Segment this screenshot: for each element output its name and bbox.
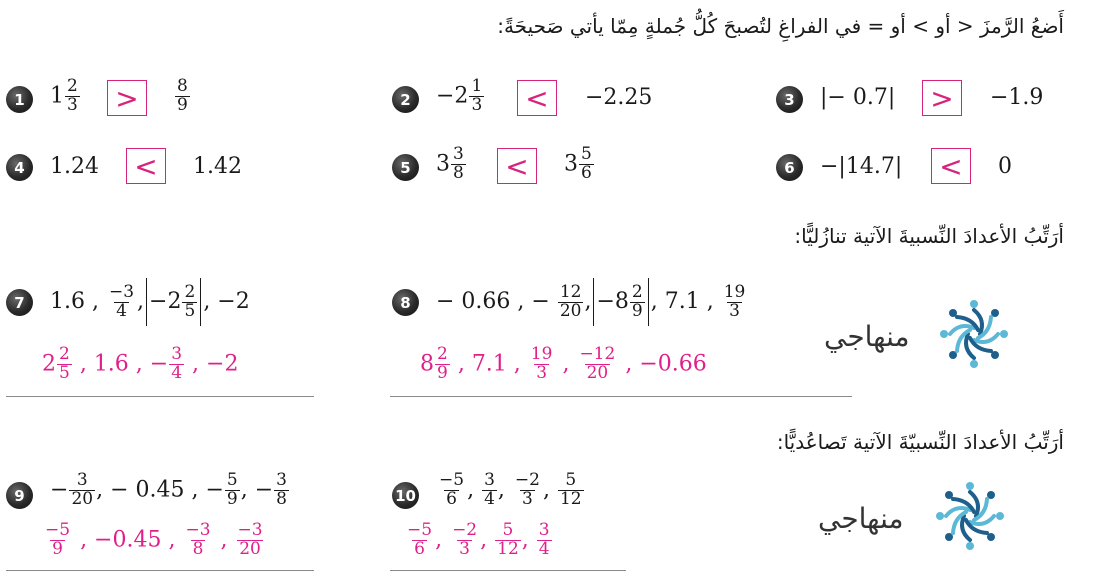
problem-number-8: 8 xyxy=(392,289,419,316)
p10-fraction-c xyxy=(513,472,542,509)
p7-fraction-c xyxy=(182,281,197,321)
instruction-ascending: أرَتِّبُ الأعدادَ النِّسبيّةَ الآتية تَصاعُديًّا: xyxy=(776,430,1064,454)
p9-b-den: 9 xyxy=(226,488,238,509)
p9-fraction-b xyxy=(225,472,240,509)
p7-answer-line xyxy=(6,396,314,397)
p1-right-num: 8 xyxy=(177,76,188,96)
p8-abs-left-bar xyxy=(593,278,594,326)
p7-term-a: 1.6 , xyxy=(50,289,99,314)
p9-answer-line xyxy=(6,570,314,571)
p9-c-num: 3 xyxy=(276,470,287,490)
p7-c-whole: −2 xyxy=(149,289,182,314)
p7-ans-a-num: 2 xyxy=(59,344,70,364)
p8-c-num: 2 xyxy=(631,281,643,302)
p5-left-num: 3 xyxy=(453,144,464,164)
p7-ans-frac-b xyxy=(169,346,184,383)
p9-sign: − xyxy=(50,477,69,503)
problem-2-right: −2.25 xyxy=(585,85,653,110)
p10-b-den: 4 xyxy=(484,488,495,509)
p7-ans-middle: , 1.6 , − xyxy=(79,351,169,377)
p10-ans-frac-b xyxy=(450,522,479,559)
p7-b-num: −3 xyxy=(108,281,135,302)
p9-comma: , − xyxy=(240,477,274,503)
problem-number-7: 7 xyxy=(6,289,33,316)
problem-number-1: 1 xyxy=(6,86,33,113)
problem-7-answer xyxy=(42,346,238,383)
p10-ans-d-den: 4 xyxy=(538,538,550,559)
logo-text-bottom: منهاجي xyxy=(818,502,904,535)
p10-d-den: 12 xyxy=(559,488,582,509)
p9-ans-c-num: −3 xyxy=(237,520,263,540)
p8-ans-b-num: 19 xyxy=(530,344,553,364)
p8-ans-a-den: 9 xyxy=(437,362,448,383)
problem-5-left xyxy=(436,146,467,183)
p7-tail: , −2 xyxy=(203,289,250,314)
instruction-descending: أرَتِّبُ الأعدادَ النِّسبيةَ الآتية تنازُليًّا: xyxy=(794,224,1064,248)
p10-ans-frac-c xyxy=(495,522,521,559)
p1-frac-num: 2 xyxy=(67,76,78,96)
problem-8-question xyxy=(436,278,748,326)
p9-fraction-c xyxy=(274,472,289,509)
problem-1-left xyxy=(50,78,81,115)
p5-right-fraction xyxy=(579,146,594,183)
p9-ans-b-num: −3 xyxy=(185,520,211,540)
p8-b-num: 12 xyxy=(559,281,582,302)
p10-c-den: 3 xyxy=(522,488,533,509)
problem-4-right: 1.42 xyxy=(193,154,242,179)
p8-ans-c-den: 20 xyxy=(586,362,609,383)
problem-number-9: 9 xyxy=(6,482,33,509)
p10-b-num: 3 xyxy=(484,470,495,490)
logo-emblem-bottom-icon xyxy=(930,476,1010,556)
p10-fraction-a xyxy=(437,472,466,509)
p10-fraction-d xyxy=(558,472,584,509)
p2-fraction xyxy=(469,78,484,115)
p10-c-num: −2 xyxy=(514,470,540,490)
p9-fraction-a xyxy=(69,472,95,509)
p7-ans-tail: , −2 xyxy=(192,351,239,377)
p8-ans-comma: , xyxy=(562,351,570,377)
problem-number-3: 3 xyxy=(776,86,803,113)
p9-middle: , − 0.45 , − xyxy=(96,477,224,503)
p9-a-num: 3 xyxy=(76,470,88,490)
p8-b-den: 20 xyxy=(559,300,582,321)
p8-ans-whole: 8 xyxy=(420,351,434,377)
p5-right-num: 5 xyxy=(581,144,592,164)
p10-d-num: 5 xyxy=(565,470,577,490)
p1-right-den: 9 xyxy=(177,94,188,115)
p1-whole: 1 xyxy=(50,83,64,109)
p5-left-fraction xyxy=(451,146,466,183)
p9-ans-a-den: 9 xyxy=(52,538,63,559)
p7-ans-b-num: 3 xyxy=(171,344,183,364)
p10-ans-b-den: 3 xyxy=(459,538,470,559)
p7-ans-whole: 2 xyxy=(42,351,56,377)
p7-ans-a-den: 5 xyxy=(59,362,70,383)
p2-frac-den: 3 xyxy=(471,94,483,115)
p1-frac-den: 3 xyxy=(67,94,78,115)
problem-9-question xyxy=(50,472,290,509)
p7-b-den: 4 xyxy=(116,300,127,321)
p8-d-num: 19 xyxy=(723,281,746,302)
p8-fraction-d xyxy=(722,281,748,321)
problem-6-right: 0 xyxy=(998,154,1012,179)
p5-right-den: 6 xyxy=(581,162,592,183)
p10-ans-a-den: 6 xyxy=(414,538,425,559)
p8-abs-right-bar xyxy=(648,278,649,326)
p8-ans-frac-b xyxy=(529,346,555,383)
problem-1-right xyxy=(174,78,191,115)
problem-2-left xyxy=(436,78,485,115)
problem-1-answer-box: > xyxy=(107,80,147,116)
p9-ans-a-num: −5 xyxy=(45,520,71,540)
p8-comma: , xyxy=(584,289,592,314)
p1-fraction xyxy=(65,78,80,115)
p8-ans-frac-c xyxy=(577,346,617,383)
problem-number-2: 2 xyxy=(392,86,419,113)
p7-abs-left-bar xyxy=(146,278,147,326)
p7-c-num: 2 xyxy=(184,281,196,302)
p10-a-den: 6 xyxy=(446,488,457,509)
p2-frac-num: 1 xyxy=(471,76,483,96)
p8-c-whole: −8 xyxy=(596,289,629,314)
p8-term-a: − 0.66 , − xyxy=(436,289,550,314)
p5-right-whole: 3 xyxy=(564,151,578,177)
logo-emblem-top-icon xyxy=(934,294,1014,374)
p8-ans-middle: , 7.1 , xyxy=(457,351,521,377)
p8-middle: , 7.1 , xyxy=(650,289,714,314)
instruction-compare: أَضعُ الرَّمزَ < أو > أو = في الفراغِ لتُصبحَ كُلُّ جُملةٍ مِمّا يأتي صَحيحَةً: xyxy=(497,14,1064,38)
problem-number-4: 4 xyxy=(6,154,33,181)
problem-3-right: −1.9 xyxy=(990,85,1044,110)
p10-ans-frac-a xyxy=(405,522,434,559)
problem-4-left: 1.24 xyxy=(50,154,99,179)
problem-4-answer-box: < xyxy=(126,148,166,184)
p9-ans-c-den: 20 xyxy=(239,538,261,559)
p10-ans-c-den: 12 xyxy=(497,538,519,559)
problem-5-right xyxy=(564,146,595,183)
p9-ans-frac-b xyxy=(183,522,212,559)
p7-comma: , xyxy=(137,289,145,314)
problem-7-question xyxy=(50,278,250,326)
p8-fraction-b xyxy=(558,281,584,321)
problem-6-left: −|14.7| xyxy=(820,154,903,179)
p8-d-den: 3 xyxy=(729,300,740,321)
p8-ans-a-num: 2 xyxy=(437,344,448,364)
p10-ans-c-num: 5 xyxy=(502,520,514,540)
p10-fraction-b xyxy=(482,472,497,509)
problem-9-answer xyxy=(42,522,266,559)
p10-ans-d-num: 3 xyxy=(538,520,550,540)
p9-ans-b-den: 8 xyxy=(192,538,204,559)
p5-left-den: 8 xyxy=(453,162,464,183)
p5-left-whole: 3 xyxy=(436,151,450,177)
p10-ans-a-num: −5 xyxy=(407,520,433,540)
p7-fraction-b xyxy=(107,281,136,321)
p7-ans-frac-a xyxy=(57,346,72,383)
p9-b-num: 5 xyxy=(226,470,238,490)
p1-right-fraction xyxy=(175,78,190,115)
problem-5-answer-box: < xyxy=(497,148,537,184)
p8-fraction-c xyxy=(630,281,645,321)
p7-abs-right-bar xyxy=(200,278,201,326)
problem-3-left: |− 0.7| xyxy=(820,85,896,110)
p10-answer-line xyxy=(390,570,626,571)
p9-ans-comma: , xyxy=(220,527,228,553)
logo-text-top: منهاجي xyxy=(824,320,910,353)
p2-whole: −2 xyxy=(436,83,469,109)
problem-number-5: 5 xyxy=(392,154,419,181)
p8-ans-frac-a xyxy=(435,346,450,383)
p8-answer-line xyxy=(390,396,852,397)
p9-c-den: 8 xyxy=(276,488,287,509)
problem-number-6: 6 xyxy=(776,154,803,181)
problem-2-answer-box: < xyxy=(517,80,557,116)
p8-ans-tail: , −0.66 xyxy=(625,351,707,377)
p10-ans-b-num: −2 xyxy=(452,520,478,540)
p8-ans-c-num: −12 xyxy=(579,344,616,364)
p9-ans-frac-c xyxy=(236,522,265,559)
p10-a-num: −5 xyxy=(439,470,465,490)
problem-10-question: $\frac{-5}{6}$ , $\frac{3}{4}$ , $\frac{-2}{3}$ , $\frac{5}{12}$ xyxy=(439,470,582,509)
p9-ans-frac-a xyxy=(43,522,72,559)
p7-c-den: 5 xyxy=(184,300,196,321)
problem-6-answer-box: < xyxy=(931,148,971,184)
p10-ans-frac-d xyxy=(537,522,552,559)
p9-a-den: 20 xyxy=(71,488,94,509)
problem-8-answer xyxy=(420,346,707,383)
problem-3-answer-box: > xyxy=(922,80,962,116)
problem-10-answer: $\frac{-5}{6}$ , $\frac{-2}{3}$ , $\frac{5}{12}$ , $\frac{3}{4}$ xyxy=(407,520,550,559)
p9-ans-middle: , −0.45 , xyxy=(80,527,176,553)
problem-number-10: 10 xyxy=(392,482,419,509)
p7-ans-b-den: 4 xyxy=(171,362,183,383)
p8-ans-b-den: 3 xyxy=(536,362,548,383)
p8-c-den: 9 xyxy=(631,300,643,321)
